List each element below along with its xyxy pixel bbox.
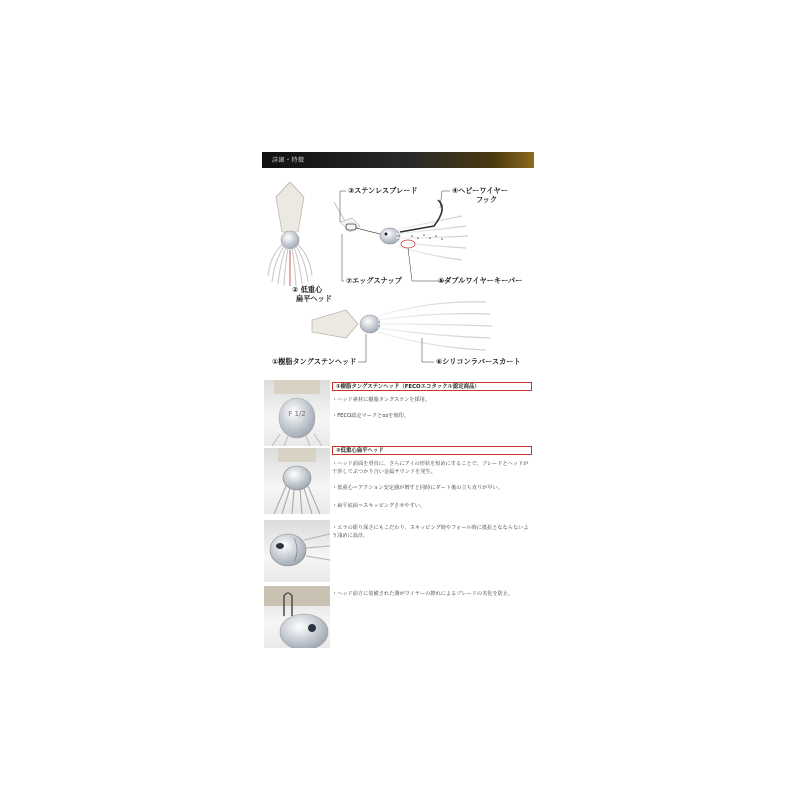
callout-keeper: ⑤ダブルワイヤーキーパー [438,276,523,285]
section-2-heading: ②低重心扁平ヘッド [332,446,532,455]
header-title: 詳細・特徴 [272,157,305,164]
section-2-bullet-3: ・扁平底面＝スキッピングさせやすい。 [332,503,426,509]
section-4-bullet-1: ・ヘッド前方に装備された溝がワイヤーの擦れによるブレードの劣化を防止。 [332,591,514,597]
callout-skirt: ⑥シリコンラバースカート [436,357,521,366]
thumb-head-mark [264,380,330,446]
thumb-flat-head [264,448,330,514]
section-3-bullet-1: ・エラの彫り深さにもこだわり、スキッピング時やフォール時に抵抗となならないよう浅めに設計。 [332,525,529,539]
section-2-bullet-1: ・ヘッド前面を垂直に、さらにアイの形状を短めにすることで、ブレードとヘッドが干渉してぶつかり合い金属サウンドを発生。 [332,461,529,475]
callout-snap: ⑦エッグスナップ [346,276,402,285]
callout-blade: ③ステンレスブレード [348,186,418,195]
section-1-heading: ①樹脂タングステンヘッド（FECOエコタックル認定商品） [332,382,532,391]
callout-hook-2: フック [476,195,498,204]
section-1-bullet-1: ・ヘッド素材に樹脂タングステンを採用。 [332,397,431,403]
thumb-groove [264,586,330,648]
thumb-gill [264,520,330,582]
section-1-bullet-2: ・FECO認定マークとozを刻印。 [332,413,409,419]
head-mark-text: F 1/2 [288,410,306,418]
callout-hook-1: ④ヘビーワイヤー [452,186,508,195]
callout-head-2: 扁平ヘッド [296,294,332,303]
spec-sheet [262,152,534,648]
callout-head-1: ② 低重心 [292,285,323,294]
front-view-lure [268,182,312,286]
section-2-bullet-2: ・低重心＝アクション安定感が増すと同時にダート後の立ち直りが早い。 [332,485,503,491]
side-view-lure [334,200,468,260]
bottom-view-lure [312,302,492,350]
callout-tungsten-head: ①樹脂タングステンヘッド [272,357,357,366]
